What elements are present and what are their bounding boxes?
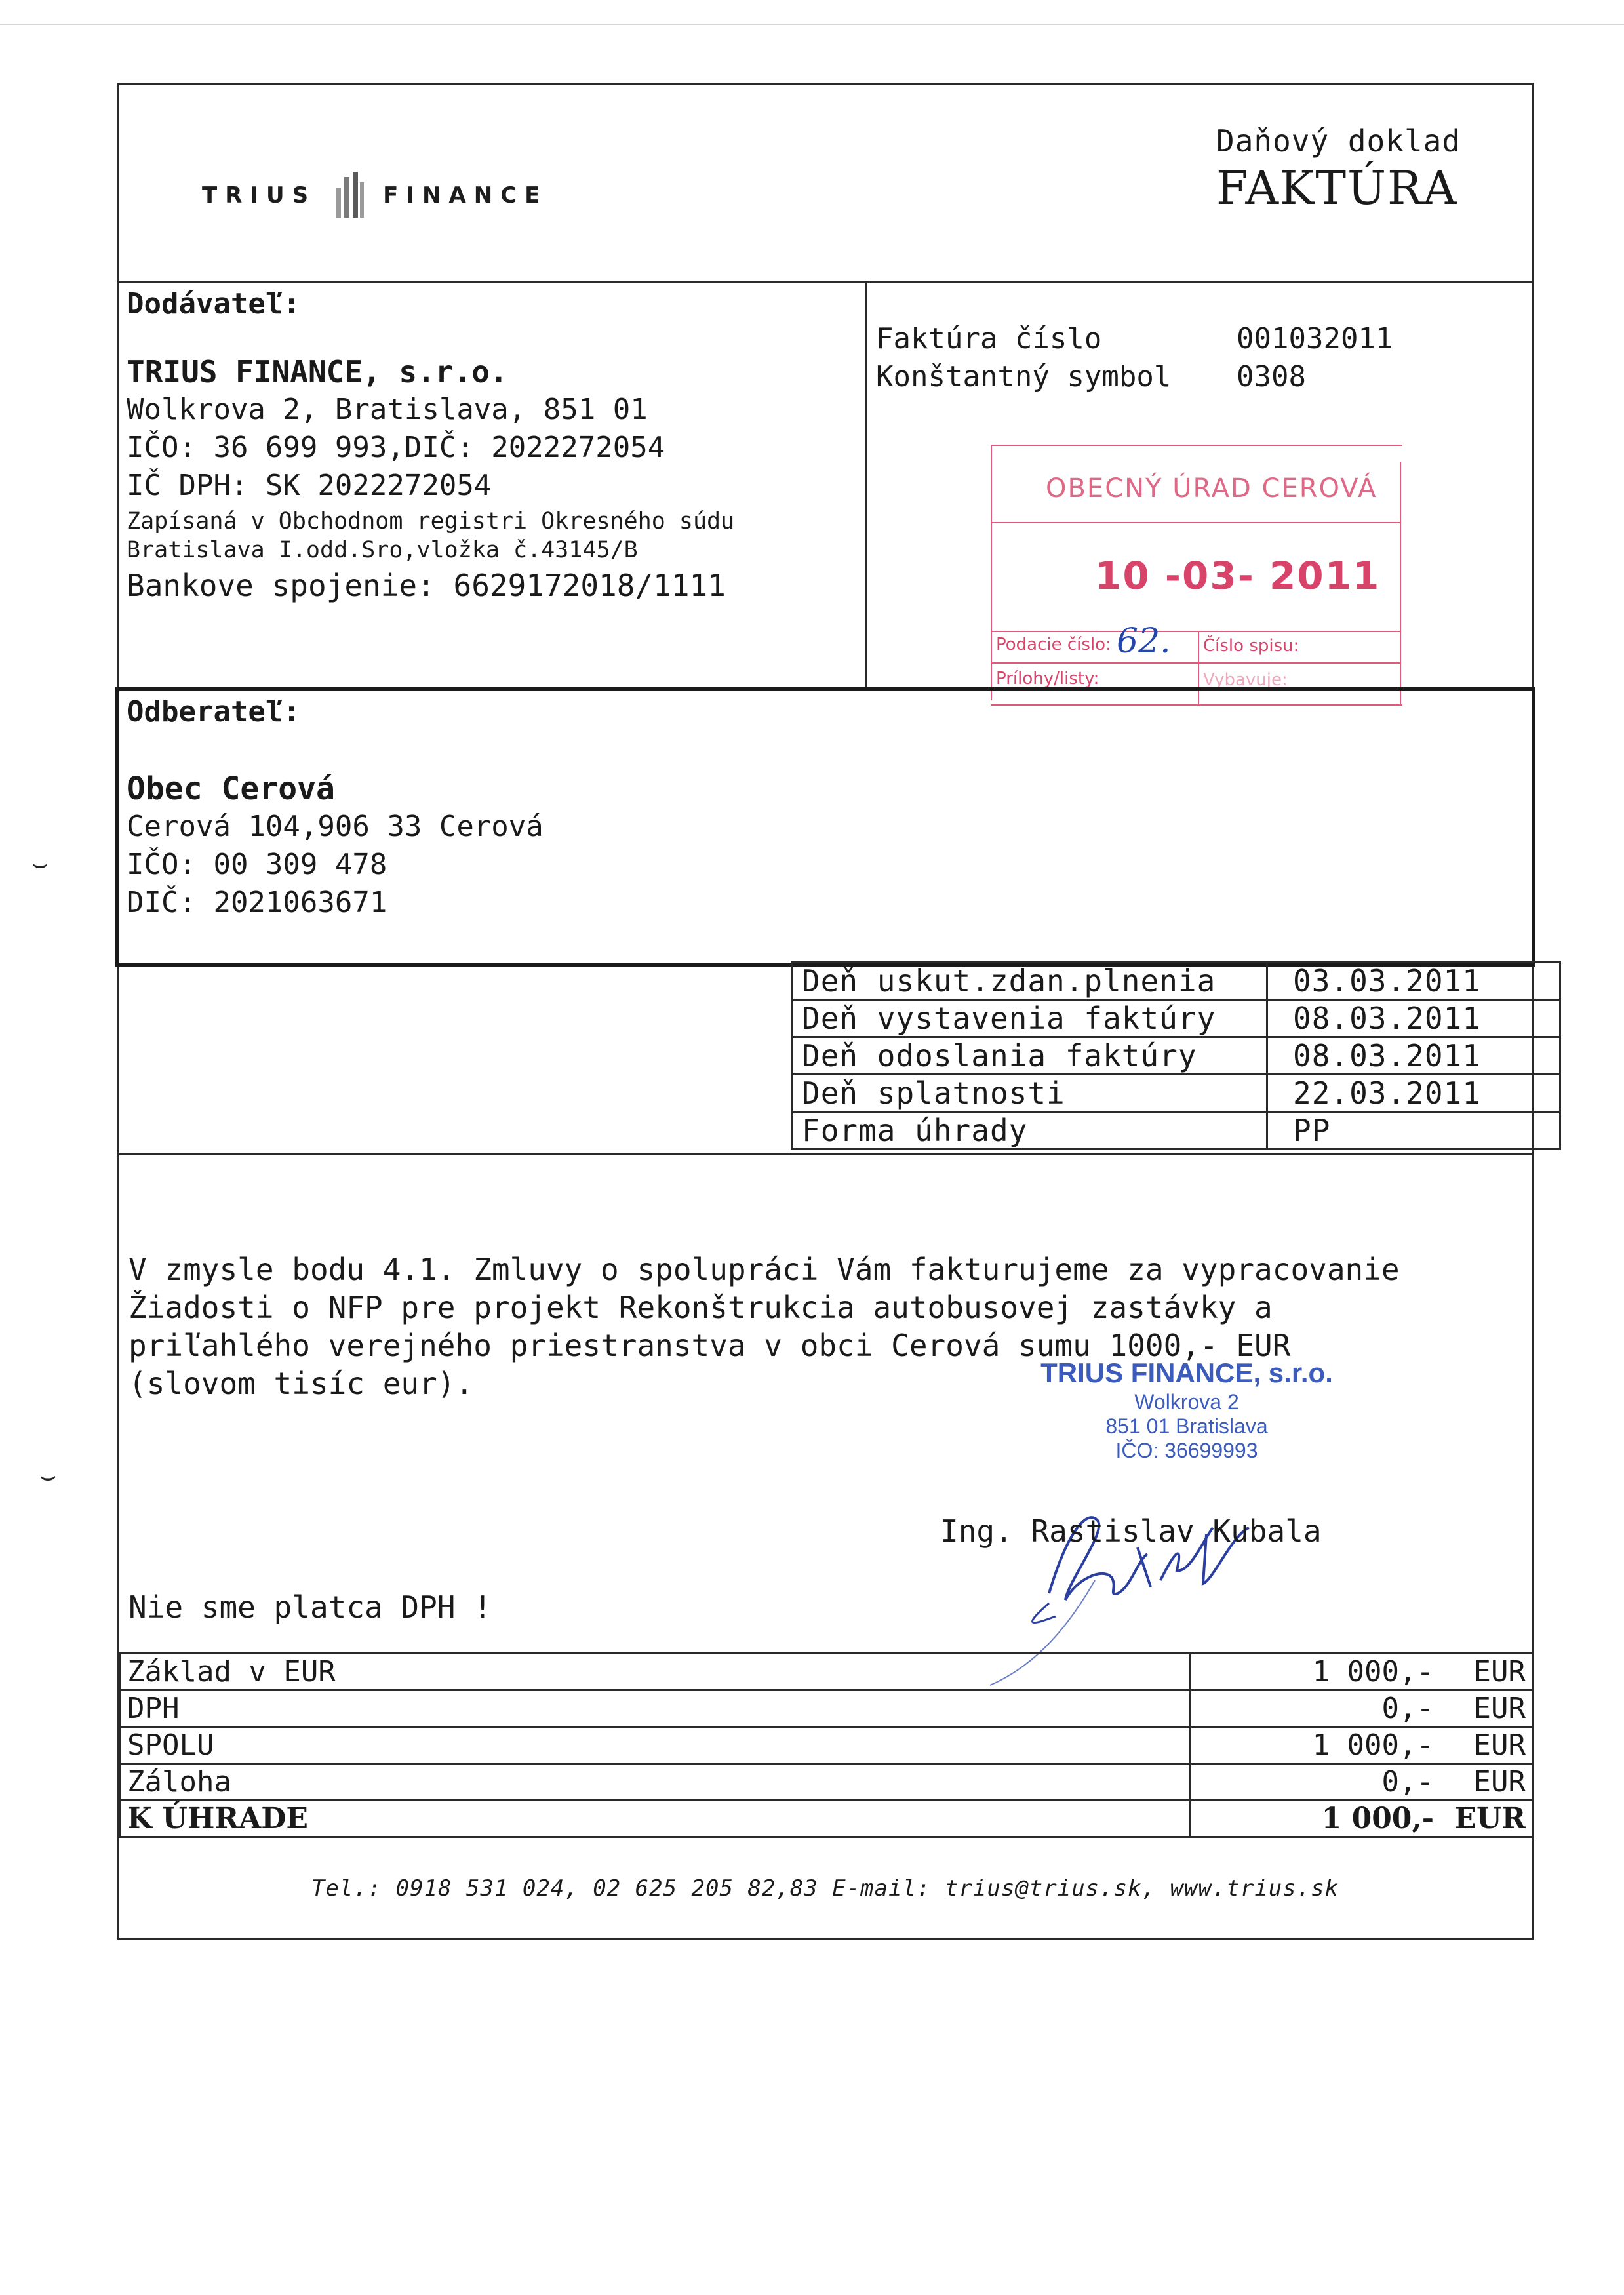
totals-label: Základ v EUR	[120, 1654, 1191, 1690]
document-type: Daňový doklad	[1216, 123, 1461, 159]
totals-currency: EUR	[1473, 1692, 1526, 1725]
date-row	[792, 1112, 1560, 1149]
supplier-divider	[865, 281, 867, 687]
customer-dic: DIČ: 2021063671	[127, 886, 387, 919]
date-value: 03.03.2011	[1267, 963, 1560, 1000]
logo-text-right: FINANCE	[383, 182, 548, 209]
description-line: V zmysle bodu 4.1. Zmluvy o spolupráci Vám fakturujeme za vypracovanie	[129, 1252, 1400, 1287]
invoice-number-block	[876, 320, 1393, 396]
customer-section	[127, 694, 544, 922]
customer-name: Obec Cerová	[127, 770, 335, 807]
totals-label: SPOLU	[120, 1727, 1191, 1764]
totals-currency: EUR	[1454, 1802, 1526, 1835]
company-stamp-ico: IČO: 36699993	[1115, 1439, 1258, 1462]
supplier-vat-id: IČ DPH: SK 2022272054	[127, 469, 492, 502]
totals-table	[119, 1652, 1534, 1838]
totals-row	[120, 1654, 1534, 1690]
totals-label: DPH	[120, 1690, 1191, 1727]
supplier-label: Dodávateľ:	[127, 287, 300, 321]
totals-amount: 1 000,-	[1321, 1802, 1434, 1835]
scan-top-edge	[0, 24, 1624, 25]
date-value: PP	[1267, 1112, 1560, 1149]
footer-contact: Tel.: 0918 531 024, 02 625 205 82,83 E-mail: trius@trius.sk, www.trius.sk	[311, 1875, 1339, 1902]
totals-label: Záloha	[120, 1764, 1191, 1801]
header-divider	[117, 281, 1534, 283]
supplier-registry-2: Bratislava I.odd.Sro,vložka č.43145/B	[127, 537, 638, 563]
totals-amount: 0,-	[1381, 1765, 1434, 1799]
company-stamp-city: 851 01 Bratislava	[1105, 1414, 1268, 1438]
stamp-attachments-label: Prílohy/listy:	[996, 669, 1099, 688]
totals-amount: 1 000,-	[1312, 1655, 1434, 1688]
totals-row-due	[120, 1801, 1534, 1837]
received-stamp	[987, 445, 1406, 707]
date-row	[792, 1000, 1560, 1037]
stamp-file-label: Číslo spisu:	[1203, 636, 1299, 656]
stamp-filing-number: 62.	[1117, 622, 1171, 661]
company-logo	[202, 170, 547, 220]
constant-symbol-value: 0308	[1237, 360, 1306, 393]
totals-row	[120, 1690, 1534, 1727]
totals-amount: 0,-	[1381, 1692, 1434, 1725]
dates-table	[791, 961, 1561, 1150]
supplier-bank: Bankove spojenie: 6629172018/1111	[127, 568, 726, 603]
punch-mark-icon: ⌣	[39, 1461, 57, 1491]
constant-symbol-label: Konštantný symbol	[876, 360, 1172, 393]
document-title: FAKTÚRA	[1216, 161, 1458, 215]
invoice-number-value: 001032011	[1237, 322, 1393, 355]
vat-note: Nie sme platca DPH !	[129, 1589, 492, 1625]
stamp-office: OBECNÝ ÚRAD CEROVÁ	[1046, 473, 1377, 504]
customer-label: Odberateľ:	[127, 695, 300, 728]
supplier-section	[127, 286, 734, 605]
date-label: Deň uskut.zdan.plnenia	[792, 963, 1267, 1000]
supplier-ids: IČO: 36 699 993,DIČ: 2022272054	[127, 431, 665, 464]
stamp-filing-label: Podacie číslo:	[996, 635, 1111, 654]
company-stamp-street: Wolkrova 2	[1134, 1390, 1239, 1414]
dates-divider	[117, 1153, 1534, 1155]
customer-ico: IČO: 00 309 478	[127, 848, 387, 881]
supplier-registry-1: Zapísaná v Obchodnom registri Okresného súdu	[127, 508, 735, 534]
date-row	[792, 1075, 1560, 1112]
date-label: Deň splatnosti	[792, 1075, 1267, 1112]
totals-currency: EUR	[1473, 1655, 1526, 1688]
totals-amount: 1 000,-	[1312, 1728, 1434, 1762]
totals-currency: EUR	[1473, 1728, 1526, 1762]
date-label: Deň odoslania faktúry	[792, 1037, 1267, 1075]
logo-bars-icon	[333, 170, 366, 220]
totals-currency: EUR	[1473, 1765, 1526, 1799]
date-row	[792, 1037, 1560, 1075]
date-label: Forma úhrady	[792, 1112, 1267, 1149]
description-line: (slovom tisíc eur).	[129, 1366, 474, 1401]
totals-row	[120, 1727, 1534, 1764]
totals-label: K ÚHRADE	[120, 1801, 1191, 1837]
date-label: Deň vystavenia faktúry	[792, 1000, 1267, 1037]
signatory-name: Ing. Rastislav Kubala	[940, 1513, 1322, 1549]
date-value: 08.03.2011	[1267, 1037, 1560, 1075]
supplier-address: Wolkrova 2, Bratislava, 851 01	[127, 393, 648, 426]
date-value: 22.03.2011	[1267, 1075, 1560, 1112]
description-line: Žiadosti o NFP pre projekt Rekonštrukcia autobusovej zastávky a	[129, 1290, 1273, 1325]
logo-text-left: TRIUS	[202, 182, 317, 209]
punch-mark-icon: ⌣	[31, 848, 49, 879]
company-stamp-name: TRIUS FINANCE, s.r.o.	[1040, 1357, 1333, 1388]
date-value: 08.03.2011	[1267, 1000, 1560, 1037]
date-row	[792, 963, 1560, 1000]
supplier-name: TRIUS FINANCE, s.r.o.	[127, 354, 508, 389]
customer-address: Cerová 104,906 33 Cerová	[127, 810, 544, 843]
stamp-processor-label: Vybavuje:	[1203, 670, 1288, 690]
invoice-number-label: Faktúra číslo	[876, 322, 1102, 355]
description-line: priľahlého verejného priestranstva v obci Cerová sumu 1000,- EUR	[129, 1328, 1291, 1363]
totals-row	[120, 1764, 1534, 1801]
stamp-date: 10 -03- 2011	[1095, 553, 1381, 598]
